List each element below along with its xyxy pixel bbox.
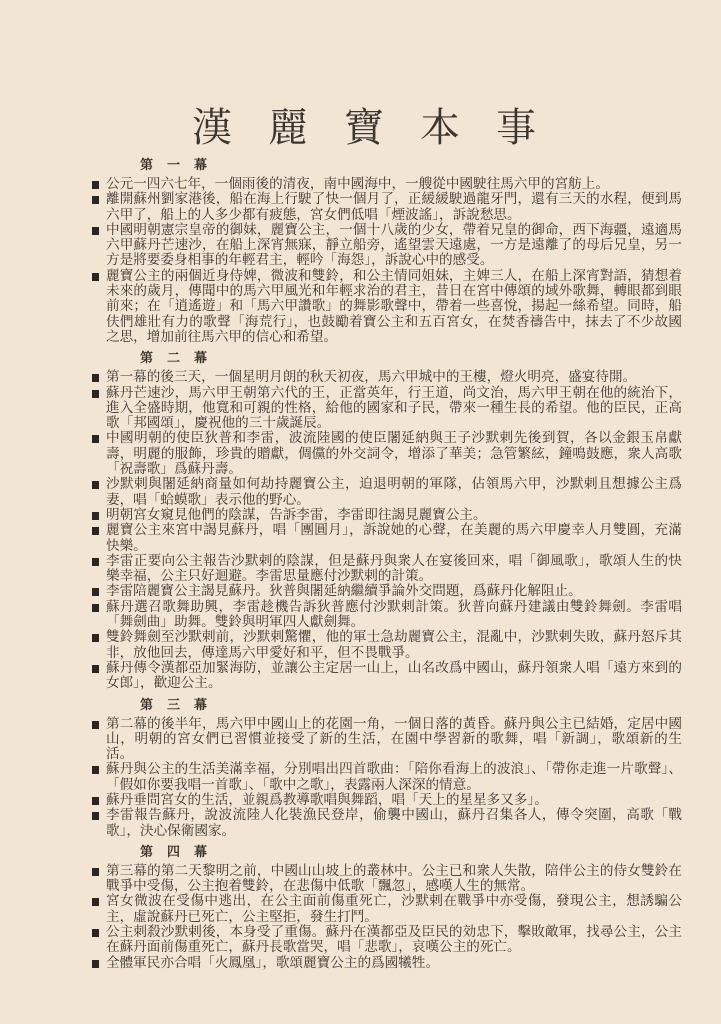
synopsis-paragraph — [92, 177, 682, 192]
synopsis-paragraph — [92, 762, 682, 793]
act-heading: 第三幕 — [140, 697, 222, 713]
square-bullet-icon — [92, 898, 99, 906]
paragraph-text: 麗寶公主的兩個近身侍婢，微波和雙鈴，和公主情同姐妹，主婢三人，在船上深宵對語，猜想着未來的歲月，傳聞中的馬六甲風光和年輕求治的君主，昔日在宮中傳頌的域外歌舞，轉眼都到眼前來；在「逍遙遊」和「馬六甲讚歌」的舞影歌聲中，帶着一些喜悅，揚起一絲希望。同時，船伕們雄壯有力的歌聲「海荒行」，也鼓勵着寶公主和五百宮女，在焚香禱告中，抹去了不少故國之思，增加前往馬六甲的信心和希望。 — [106, 267, 682, 345]
paragraph-text: 沙默剌與闍延納商量如何劫持麗寶公主，迫退明朝的軍隊，佔領馬六甲，沙默剌且想據公主爲妻，唱「蛤蟆歌」表示他的野心。 — [106, 476, 682, 508]
paragraph-text: 宮女微波在受傷中逃出，在公主面前傷重死亡，沙默剌在戰爭中亦受傷，發現公主，想誘騙公主，虛說蘇丹已死亡，公主堅拒，發生打鬥。 — [106, 893, 682, 925]
synopsis-paragraph — [92, 894, 682, 925]
paragraph-text: 離開蘇州劉家港後，船在海上行駛了快一個月了，正緩緩駛過龍牙門，還有三天的水程，便到馬六甲了，船上的人多少都有疲態，宮女們低唱「煙波謠」，訴說愁思。 — [106, 191, 682, 223]
synopsis-paragraph — [92, 808, 682, 839]
paragraph-text: 全體軍民亦合唱「火鳳凰」，歌頌麗寶公主的爲國犧牲。 — [106, 954, 440, 971]
paragraph-text: 第一幕的後三天，一個星明月朗的秋天初夜，馬六甲城中的王樓，燈火明亮，盛宴待開。 — [106, 369, 637, 386]
square-bullet-icon — [92, 227, 99, 235]
paragraph-text: 第三幕的第二天黎明之前，中國山山坡上的叢林中。公主已和衆人失散，陪伴公主的侍女雙鈴在戰爭中受傷，公主抱着雙鈴，在悲傷中低歌「飄忽」，感嘆人生的無常。 — [106, 862, 682, 895]
square-bullet-icon — [92, 390, 99, 398]
square-bullet-icon — [92, 929, 99, 937]
paragraph-text: 麗寶公主來宮中謁見蘇丹，唱「團圓月」，訴說她的心聲，在美麗的馬六甲慶幸人月雙圓，充滿快樂。 — [106, 522, 682, 554]
synopsis-paragraph — [92, 431, 682, 477]
paragraph-text: 李雷報告蘇丹，說波流陸人化裝漁民登岸，偷襲中國山，蘇丹召集各人，傳令突圍，高歌「戰歌」，決心保衛國家。 — [106, 807, 682, 839]
square-bullet-icon — [92, 196, 99, 204]
synopsis-paragraph — [92, 717, 682, 763]
paragraph-text: 李雷陪麗寶公主謁見蘇丹。狄普與闍延納繼續爭論外交問題，爲蘇丹化解阻止。 — [106, 583, 582, 600]
square-bullet-icon — [92, 435, 99, 443]
synopsis-paragraph — [92, 630, 682, 661]
square-bullet-icon — [92, 481, 99, 489]
act-heading: 第四幕 — [140, 844, 222, 860]
paragraph-text: 蘇丹與公主的生活美滿幸福，分別唱出四首歌曲：「陪你看海上的波浪」、「帶你走進一片歌聲」、「假如你要我唱一首歌」、「歌中之歌」，表露兩人深深的情意。 — [106, 761, 682, 793]
paragraph-text: 雙鈴舞劍至沙默剌前，沙默剌驚懼，他的軍士急劫麗寶公主，混亂中，沙默剌失敗，蘇丹怒斥其非，放他回去，傳達馬六甲愛好和平，但不畏戰爭。 — [106, 629, 682, 661]
synopsis-paragraph — [92, 584, 682, 599]
square-bullet-icon — [92, 665, 99, 673]
paragraph-text: 公元一四六七年，一個雨後的清夜，南中國海中，一艘從中國駛往馬六甲的宮舫上。 — [106, 176, 609, 192]
square-bullet-icon — [92, 721, 99, 729]
paragraph-text: 蘇丹垂問宮女的生活，並親爲教導歌唱與舞蹈，唱「天上的星星多又多」。 — [106, 791, 548, 808]
square-bullet-icon — [92, 273, 99, 281]
synopsis-paragraph — [92, 864, 682, 895]
square-bullet-icon — [92, 960, 99, 968]
square-bullet-icon — [92, 374, 99, 382]
act-section — [92, 350, 682, 691]
synopsis-paragraph — [92, 523, 682, 554]
synopsis-paragraph — [92, 600, 682, 631]
synopsis-paragraph — [92, 269, 682, 345]
synopsis-paragraph — [92, 793, 682, 808]
paragraph-text: 中國明朝憲宗皇帝的御妹，麗寶公主，一個十八歲的少女，帶着兄皇的御命，西下海疆，遠適馬六甲蘇丹芒速沙，在船上深宵無寐，靜立船旁，遙望雲天遠處，一方是遠離了的母后兄皇，另一方是將要委身相事的年輕君主，輕吟「海怨」，訴說心中的感受。 — [106, 221, 682, 269]
square-bullet-icon — [92, 527, 99, 535]
synopsis-body — [92, 152, 682, 971]
square-bullet-icon — [92, 868, 99, 876]
page-title: 漢麗寶本事 — [192, 105, 572, 151]
square-bullet-icon — [92, 558, 99, 566]
synopsis-paragraph — [92, 661, 682, 692]
paragraph-text: 第二幕的後半年，馬六甲中國山上的花園一角，一個日落的黃昏。蘇丹與公主已結婚，定居中國山，明朝的宮女們已習慣並接受了新的生活，在園中學習新的歌舞，唱「新調」，歌頌新的生活。 — [106, 715, 682, 763]
paragraph-text: 蘇丹芒速沙，馬六甲王朝第六代的王，正當英年，行王道，尚文治，馬六甲王朝在他的統治下，進入全盛時期，他寬和可親的性格，給他的國家和子民，帶來一種生長的希望。他的臣民，正高歌「邦國頌」，慶祝他的三十歲誕辰。 — [106, 384, 682, 432]
square-bullet-icon — [92, 512, 99, 520]
paragraph-text: 中國明朝的使臣狄普和李雷，波流陸國的使臣闍延納與王子沙默剌先後到賀，各以金銀玉帛獻壽，明麗的服飾，珍貴的贈獻，倜儻的外交詞令，增添了華美；急管繁絃，鐘鳴鼓應，衆人高歌「祝壽歌」爲蘇丹壽。 — [106, 430, 682, 478]
square-bullet-icon — [92, 181, 99, 189]
square-bullet-icon — [92, 797, 99, 805]
synopsis-paragraph — [92, 477, 682, 508]
synopsis-paragraph — [92, 386, 682, 432]
act-heading: 第一幕 — [140, 158, 222, 173]
paragraph-text: 公主刺殺沙默剌後，本身受了重傷。蘇丹在漢都亞及臣民的効忠下，擊敗敵軍，找尋公主，公主在蘇丹面前傷重死亡，蘇丹長歌當哭，唱「悲歌」，哀嘆公主的死亡。 — [106, 924, 682, 956]
paragraph-text: 蘇丹傳令漢都亞加緊海防，並讓公主定居一山上，山名改爲中國山，蘇丹領衆人唱「遠方來到的女郎」，歡迎公主。 — [106, 659, 682, 692]
synopsis-paragraph — [92, 223, 682, 269]
act-section — [92, 697, 682, 839]
paragraph-text: 蘇丹選召歌舞助興，李雷趁機告訴狄普應付沙默剌計策。狄普向蘇丹建議由雙鈴舞劍。李雷唱「舞劍曲」助舞。雙鈴與明軍四人獻劍舞。 — [106, 598, 682, 631]
paragraph-text: 明朝宮女窺見他們的陰謀，告訴李雷，李雷即往謁見麗寶公主。 — [106, 506, 487, 523]
square-bullet-icon — [92, 812, 99, 820]
synopsis-paragraph — [92, 370, 682, 385]
square-bullet-icon — [92, 766, 99, 774]
synopsis-paragraph — [92, 925, 682, 956]
act-heading: 第二幕 — [140, 351, 222, 367]
paragraph-text: 李雷正要向公主報告沙默剌的陰謀，但是蘇丹與衆人在宴後回來，唱「御風歌」，歌頌人生的快樂幸福，公主只好迴避。李雷思量應付沙默剌的計策。 — [106, 552, 682, 585]
synopsis-paragraph — [92, 508, 682, 523]
act-section — [92, 844, 682, 971]
square-bullet-icon — [92, 634, 99, 642]
synopsis-paragraph — [92, 554, 682, 585]
synopsis-paragraph — [92, 192, 682, 223]
act-section — [92, 157, 682, 345]
square-bullet-icon — [92, 588, 99, 596]
square-bullet-icon — [92, 604, 99, 612]
synopsis-paragraph — [92, 956, 682, 971]
